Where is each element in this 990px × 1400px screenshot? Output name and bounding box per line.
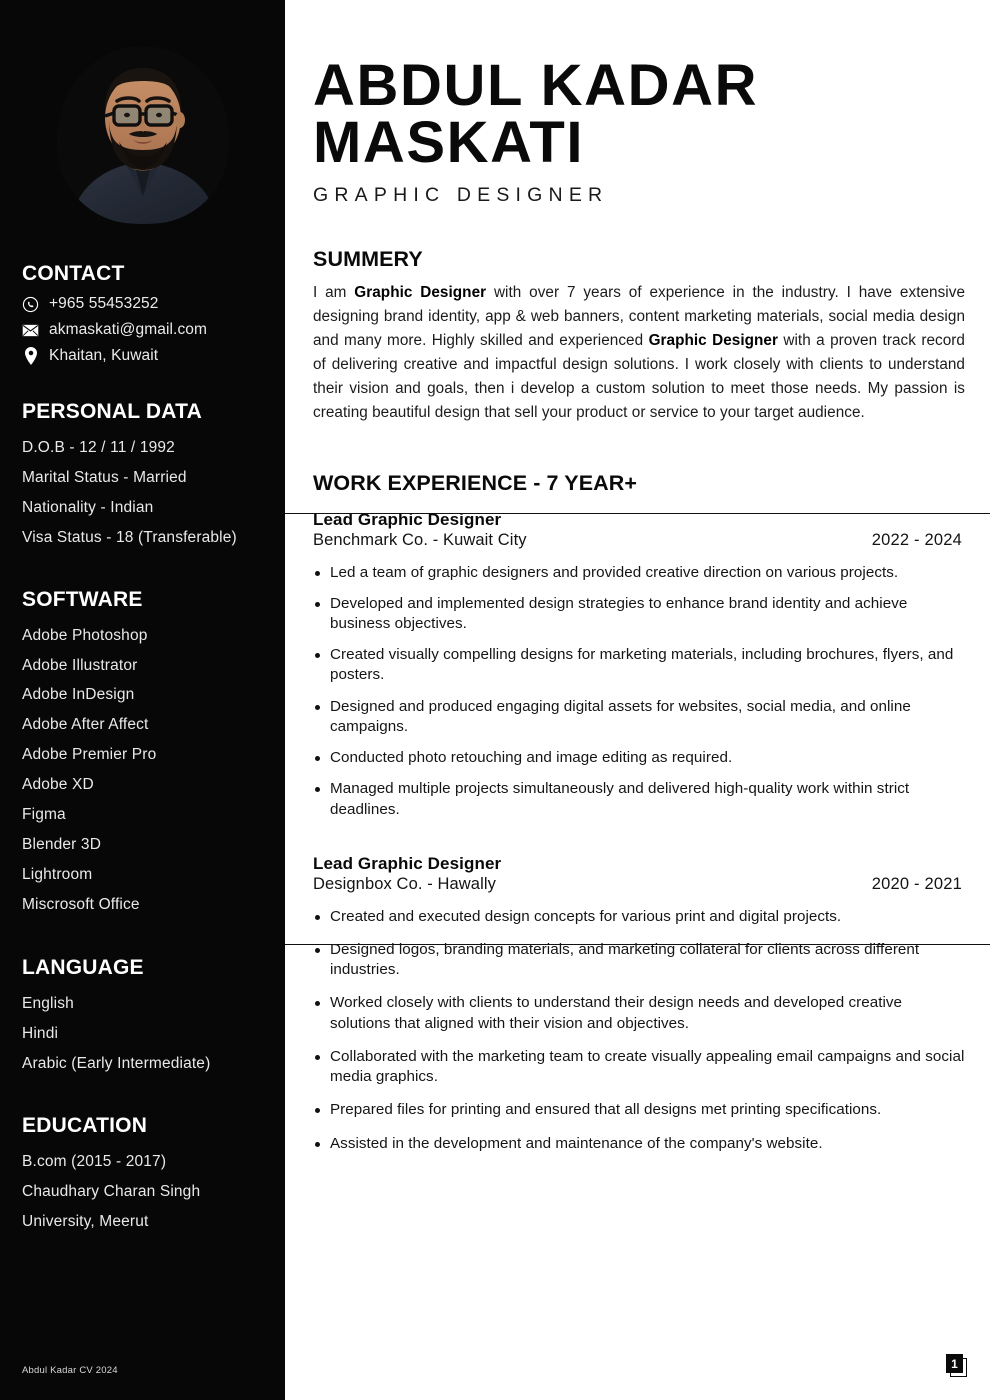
summary-emphasis: Graphic Designer xyxy=(354,283,487,301)
job-role-subtitle: GRAPHIC DESIGNER xyxy=(313,183,609,206)
job-company: Benchmark Co. - Kuwait City xyxy=(313,530,527,549)
list-item: Assisted in the development and maintenance of the company's website. xyxy=(313,1134,965,1154)
language-heading: LANGUAGE xyxy=(22,955,144,979)
job-bullet-list xyxy=(313,563,965,820)
section-education xyxy=(0,1114,285,1237)
personal-data-item: Marital Status - Married xyxy=(22,468,187,486)
education-item: B.com (2015 - 2017) xyxy=(22,1153,167,1171)
page-title-line2: MASKATI xyxy=(313,109,585,175)
list-item: Worked closely with clients to understand their design needs and developed creative solutions that aligned with their vision and objectives. xyxy=(313,993,965,1033)
page-number-badge xyxy=(946,1354,968,1378)
software-item: Adobe Photoshop xyxy=(22,626,148,644)
job-title: Lead Graphic Designer xyxy=(313,853,502,873)
page-number-value: 1 xyxy=(946,1354,963,1373)
list-item: Led a team of graphic designers and provided creative direction on various projects. xyxy=(313,563,965,583)
language-item: Arabic (Early Intermediate) xyxy=(22,1054,211,1072)
job-dates: 2020 - 2021 xyxy=(871,874,962,893)
list-item: Designed and produced engaging digital assets for websites, social media, and online campaigns. xyxy=(313,697,965,737)
job-meta-row xyxy=(313,531,965,550)
software-heading: SOFTWARE xyxy=(22,587,143,611)
job-bullet-list xyxy=(313,907,965,1154)
education-heading: EDUCATION xyxy=(22,1114,148,1138)
contact-item-phone[interactable] xyxy=(22,295,263,313)
contact-item-email[interactable] xyxy=(22,321,263,339)
avatar-wrap xyxy=(0,0,285,224)
section-work-experience xyxy=(313,471,965,820)
software-item: Miscrosoft Office xyxy=(22,895,140,913)
section-summary xyxy=(313,247,965,426)
section-contact xyxy=(0,262,285,365)
envelope-icon xyxy=(22,322,39,339)
language-item: Hindi xyxy=(22,1024,59,1042)
header-block xyxy=(313,0,965,207)
divider-above-work xyxy=(285,513,990,514)
contact-item-location[interactable] xyxy=(22,347,263,365)
section-personal-data xyxy=(0,400,285,553)
software-item: Adobe XD xyxy=(22,776,94,794)
summary-run: I am xyxy=(313,283,355,301)
software-item: Adobe Illustrator xyxy=(22,656,138,674)
list-item: Created visually compelling designs for marketing materials, including brochures, flyers, and posters. xyxy=(313,645,965,685)
section-software xyxy=(0,588,285,920)
list-item: Designed logos, branding materials, and marketing collateral for clients across different industries. xyxy=(313,940,965,980)
list-item: Conducted photo retouching and image editing as required. xyxy=(313,748,965,768)
job-dates: 2022 - 2024 xyxy=(871,530,962,549)
summary-heading: SUMMERY xyxy=(313,246,423,271)
personal-data-item: D.O.B - 12 / 11 / 1992 xyxy=(22,439,175,456)
software-item: Adobe Premier Pro xyxy=(22,746,157,764)
software-item: Figma xyxy=(22,806,66,824)
page-title-line1: ABDUL KADAR xyxy=(313,53,759,118)
personal-data-item: Nationality - Indian xyxy=(22,498,154,516)
list-item: Created and executed design concepts for various print and digital projects. xyxy=(313,907,965,927)
personal-data-item: Visa Status - 18 (Transferable) xyxy=(22,528,237,546)
job-company: Designbox Co. - Hawally xyxy=(313,874,496,893)
personal-data-heading: PERSONAL DATA xyxy=(22,400,202,423)
portrait-photo-icon xyxy=(57,46,229,224)
footer-note: Abdul Kadar CV 2024 xyxy=(22,1365,118,1376)
job-meta-row xyxy=(313,875,965,894)
education-item: Chaudhary Charan Singh xyxy=(22,1183,201,1201)
job-title: Lead Graphic Designer xyxy=(313,509,502,529)
language-item: English xyxy=(22,994,74,1012)
software-item: Adobe After Affect xyxy=(22,716,149,734)
summary-emphasis: Graphic Designer xyxy=(648,331,778,349)
software-item: Blender 3D xyxy=(22,835,102,853)
summary-run: with over 7 years of experience in the industry. I have extensive designing brand identity, app & web banners, content marketing materials, social media design and many more. Highly skilled and experienced xyxy=(313,283,966,349)
contact-heading: CONTACT xyxy=(22,262,125,285)
job-entry-2 xyxy=(313,854,965,1154)
whatsapp-icon xyxy=(22,296,39,313)
summary-text xyxy=(313,281,965,426)
education-item: University, Meerut xyxy=(22,1213,149,1231)
software-item: Lightroom xyxy=(22,865,93,883)
location-pin-icon xyxy=(22,348,39,365)
list-item: Developed and implemented design strategies to enhance brand identity and achieve business objectives. xyxy=(313,594,965,634)
summary-run: with a proven track record of delivering creative and impactful design solutions. I work closely with clients to understand their vision and goals, then i develop a custom solution to meet those needs. My passion is creating beautiful design that sell your product or service to your target audience. xyxy=(313,331,965,422)
job-entry-1 xyxy=(313,510,965,820)
contact-email-text: akmaskati@gmail.com xyxy=(49,321,208,338)
contact-phone-text: +965 55453252 xyxy=(49,295,159,312)
list-item: Managed multiple projects simultaneously and delivered high-quality work within strict deadlines. xyxy=(313,779,965,819)
list-item: Prepared files for printing and ensured that all designs met printing specifications. xyxy=(313,1100,965,1120)
main-content xyxy=(285,0,990,1400)
section-language xyxy=(0,956,285,1079)
sidebar xyxy=(0,0,285,1400)
list-item: Collaborated with the marketing team to create visually appealing email campaigns and social media graphics. xyxy=(313,1047,965,1087)
avatar xyxy=(57,46,229,224)
work-experience-heading: WORK EXPERIENCE - 7 YEAR+ xyxy=(313,470,638,495)
software-item: Adobe InDesign xyxy=(22,686,135,704)
contact-location-text: Khaitan, Kuwait xyxy=(49,347,159,364)
